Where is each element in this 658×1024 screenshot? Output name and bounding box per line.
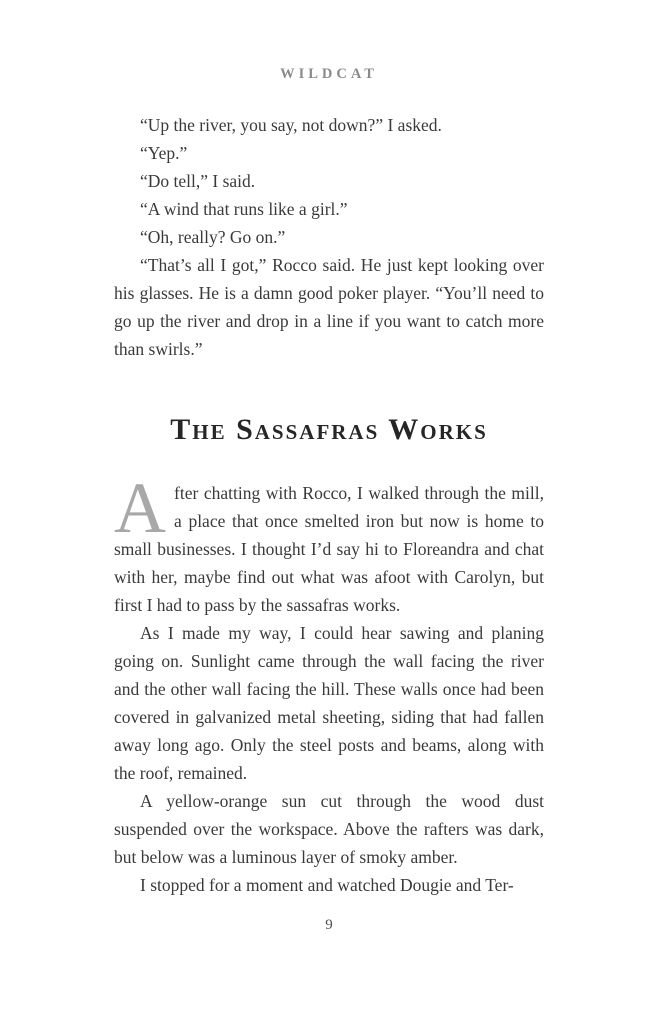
page-number: 9 (325, 917, 333, 933)
text-block (114, 111, 544, 899)
running-header: WILDCAT (280, 66, 378, 82)
opening-paragraph-text: fter chatting with Rocco, I walked through the mill, a place that once smelted iron but now is home to small businesses. I thought I’d say hi to Floreandra and chat with her, maybe find out what was afoot with Carolyn, but first I had to pass by the sassafras works. (114, 483, 544, 615)
dialogue-paragraph: “That’s all I got,” Rocco said. He just kept looking over his glasses. He is a damn good poker player. “You’ll need to go up the river and drop in a line if you want to catch more than swirls.” (114, 255, 544, 359)
dialogue-line: “A wind that runs like a girl.” (140, 199, 348, 219)
chapter-heading: The Sassafras Works (170, 413, 488, 446)
body-paragraph: As I made my way, I could hear sawing and planing going on. Sunlight came through the wall facing the river and the other wall facing the hill. These walls once had been covered in galvanized metal sheeting, siding that had fallen away long ago. Only the steel posts and beams, along with the roof, remained. (114, 623, 544, 783)
dialogue-line: “Up the river, you say, not down?” I asked. (140, 115, 442, 135)
body-paragraph: I stopped for a moment and watched Dougie and Ter- (140, 875, 514, 895)
opening-paragraph (114, 468, 544, 619)
drop-cap-letter: A (114, 468, 166, 548)
dialogue-line: “Yep.” (140, 143, 188, 163)
body-paragraph: A yellow-orange sun cut through the wood dust suspended over the workspace. Above the rafters was dark, but below was a luminous layer of smoky amber. (114, 791, 544, 867)
dialogue-line: “Do tell,” I said. (140, 171, 256, 191)
dialogue-line: “Oh, really? Go on.” (140, 227, 286, 247)
